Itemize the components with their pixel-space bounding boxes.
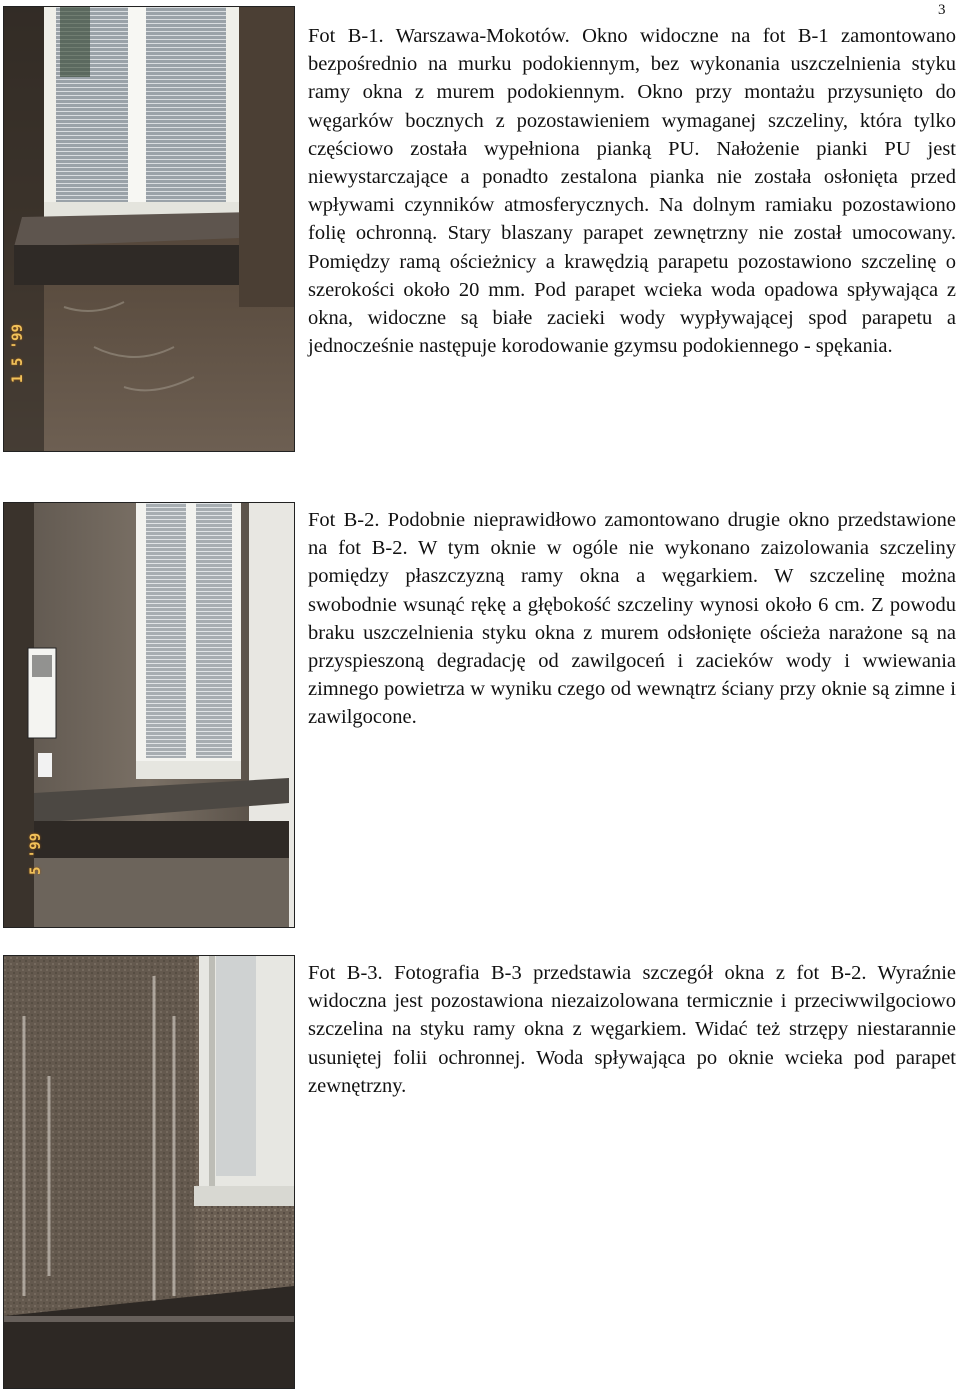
- photo-b2: [3, 502, 295, 928]
- caption-fot-b2: Fot B-2. Podobnie nieprawidłowo zamontowano drugie okno przedstawione na fot B-2. W tym oknie w ogóle nie wykonano zaizolowania szczeliny pomiędzy płaszczyzną ramy okna a węgarkiem. W szczelinę można swobodnie wsunąć rękę a głębokość szczeliny wynosi około 6 cm. Z powodu braku uszczelnienia styku okna z murem odsłonięte ościeża narażone są na przyspieszoną degradację od zawilgoceń i zacieków wody i wwiewania zimnego powietrza w wyniku czego od wewnątrz ściany przy oknie są zimne i zawilgocone.: [308, 509, 956, 729]
- caption-fot-b1: Fot B-1. Warszawa-Mokotów. Okno widoczne na fot B-1 zamontowano bezpośrednio na murku podokiennym, bez wykonania uszczelnienia styku ramy okna z murem podokiennym. Okno przy montażu przysunięto do węgarków bocznych z pozostawieniem wymaganej szczeliny, która tylko częściowo została wypełniona pianką PU. Nałożenie pianki PU jest niewystarczające a ponadto zestalona pianka nie została osłonięta przed wpływami czynników atmosferycznych. Na dolnym ramiaku pozostawiono folię ochronną. Stary blaszany parapet zewnętrzny nie został umocowany. Pomiędzy ramą ościeżnicy a krawędzią parapetu pozostawiono szczelinę o szerokości około 20 mm. Pod parapet wcieka woda opadowa spływająca z okna, widoczne są białe zacieki wody wypływającej spod parapetu a jednocześnie następuje korodowanie gzymsu podokiennego - spękania.: [308, 25, 956, 358]
- photo-b2-date-stamp: 5 '99: [28, 832, 44, 875]
- photo-b1: [3, 6, 295, 452]
- photo-b2-image: [4, 503, 294, 927]
- photo-b3: [3, 955, 295, 1389]
- caption-fot-b3: Fot B-3. Fotografia B-3 przedstawia szczegół okna z fot B-2. Wyraźnie widoczna jest pozostawiona niezaizolowana termicznie i przeciwwilgociowo szczelina na styku ramy okna z węgarkiem. Widać też strzępy niestarannie usuniętej folii ochronnej. Woda spływająca po oknie wcieka pod parapet zewnętrzny.: [308, 962, 956, 1097]
- photo-b3-image: [4, 956, 294, 1388]
- page-number: 3: [938, 2, 946, 18]
- photo-b1-image: [4, 7, 294, 451]
- photo-b1-date-stamp: 1 5 '99: [10, 323, 26, 383]
